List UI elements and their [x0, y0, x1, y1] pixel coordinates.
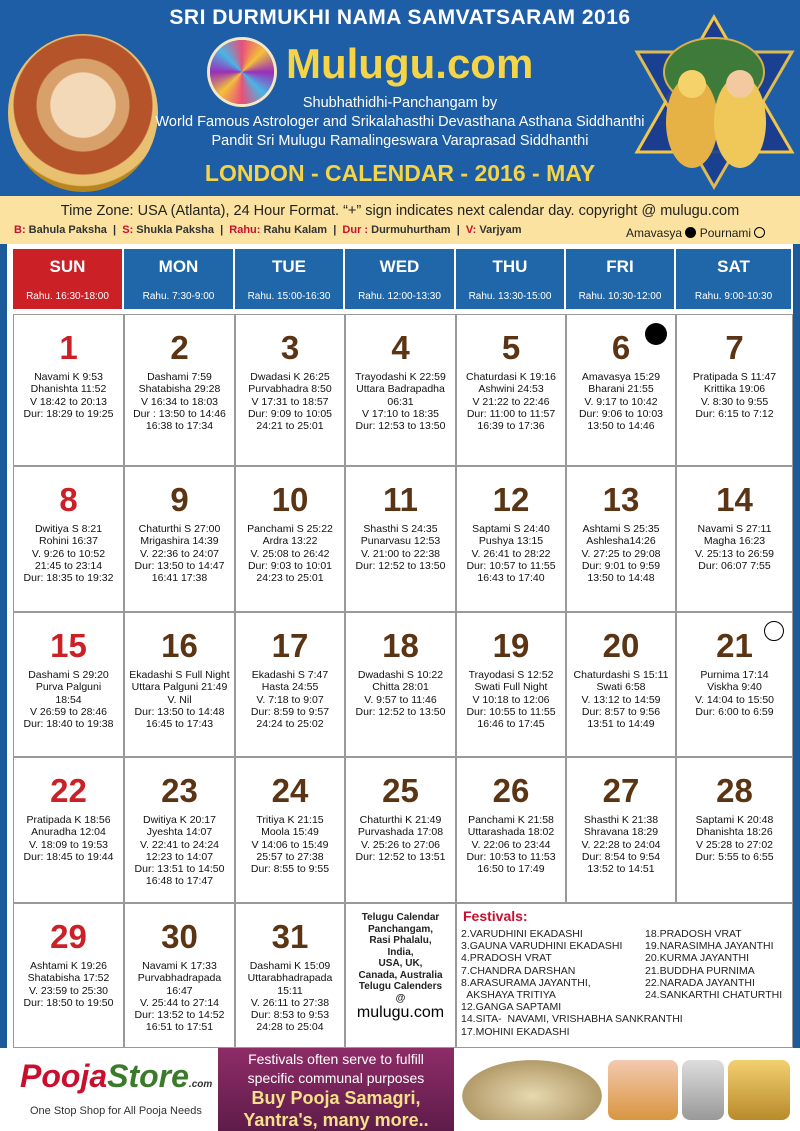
day-cell[interactable] — [235, 757, 345, 903]
ad-line-1: Festivals often serve to fulfill — [248, 1051, 424, 1067]
day-cell[interactable] — [345, 757, 456, 903]
date-number: 26 — [492, 772, 530, 809]
lakshmi-frame-image[interactable] — [608, 1060, 678, 1120]
rahu-kalam: Rahu. 7:30-9:00 — [142, 291, 215, 302]
date-number: 16 — [161, 627, 198, 664]
legend: B: Bahula Paksha | S: Shukla Paksha | Rahu: Rahu Kalam | Dur : Durmuhurtham | V: Varjyam — [14, 224, 522, 236]
festival-list-2 — [645, 928, 782, 1001]
date-number: 9 — [170, 481, 189, 518]
festival-item: 3.GAUNA VARUDHINI EKADASHI — [461, 940, 623, 953]
panchang-details: Chaturdashi S 15:11 Swati 6:58 V. 13:12 to 14:59 Dur: 8:57 to 9:56 13:51 to 14:49 — [573, 669, 669, 731]
meru-image[interactable] — [728, 1060, 790, 1120]
day-cell[interactable] — [566, 612, 676, 757]
rahu-kalam: Rahu. 9:00-10:30 — [694, 291, 773, 302]
legend-key: B: — [14, 224, 26, 236]
pournami-label: Pournami — [699, 226, 752, 240]
day-cell[interactable] — [676, 314, 793, 466]
rahu-kalam: Rahu. 13:30-15:00 — [468, 291, 552, 302]
legend-key: Rahu: — [229, 224, 261, 236]
panchang-details: Chaturthi S 27:00 Mrigashira 14:39 V. 22:36 to 24:07 Dur: 13:50 to 14:47 16:41 17:38 — [134, 523, 225, 585]
panchang-details: Shasthi K 21:38 Shravana 18:29 V. 22:28 to 24:04 Dur: 8:54 to 9:54 13:52 to 14:51 — [581, 814, 661, 876]
rahu-kalam: Rahu. 16:30-18:00 — [26, 291, 109, 302]
festival-item: 24.SANKARTHI CHATURTHI — [645, 989, 783, 1002]
panchang-details: Navami K 9:53 Dhanishta 11:52 V 18:42 to 20:13 Dur: 18:29 to 19:25 — [23, 371, 114, 420]
day-cell[interactable] — [13, 903, 124, 1048]
date-number: 29 — [50, 918, 87, 955]
day-name: THU — [492, 257, 528, 276]
legend-key: Dur : — [342, 224, 369, 236]
timezone-note: Time Zone: USA (Atlanta), 24 Hour Format. “+” sign indicates next calendar day. copyright @ mulugu.com — [60, 203, 740, 219]
day-name: SUN — [49, 257, 86, 276]
day-cell[interactable] — [235, 314, 345, 466]
day-cell[interactable] — [235, 466, 345, 612]
day-cell[interactable] — [13, 612, 124, 757]
pooja-ad-banner[interactable] — [218, 1048, 454, 1131]
date-number: 18 — [382, 627, 419, 664]
date-number: 1 — [59, 329, 78, 366]
festival-item: 2.VARUDHINI EKADASHI — [461, 928, 583, 940]
festival-item: 20.KURMA JAYANTHI — [645, 952, 750, 965]
day-cell[interactable] — [566, 466, 676, 612]
day-cell[interactable] — [676, 757, 793, 903]
panchang-details: Dashami S 29:20 Purva Palguni 18:54 V 26:59 to 28:46 Dur: 18:40 to 19:38 — [23, 669, 114, 731]
festivals-box — [456, 903, 793, 1048]
legend-value: Shukla Paksha — [133, 224, 214, 236]
date-number: 19 — [492, 627, 530, 664]
day-cell[interactable] — [345, 466, 456, 612]
day-header-mon — [124, 249, 233, 309]
panchang-details: Chaturdasi K 19:16 Ashwini 24:53 V 21:22 to 22:46 Dur: 11:00 to 11:57 16:39 to 17:36 — [466, 371, 556, 433]
day-cell[interactable] — [235, 612, 345, 757]
day-cell[interactable] — [566, 757, 676, 903]
day-cell[interactable] — [345, 612, 456, 757]
date-number: 8 — [59, 481, 78, 518]
logo-part-b: Store — [107, 1058, 189, 1094]
date-number: 15 — [50, 627, 87, 664]
panchang-details: Saptami K 20:48 Dhanishta 18:26 V 25:28 to 27:02 Dur: 5:55 to 6:55 — [695, 814, 774, 863]
ad-line-3: Buy Pooja Samagri, — [251, 1088, 421, 1108]
date-number: 5 — [501, 329, 521, 366]
poojastore-tagline: One Stop Shop for All Pooja Needs — [30, 1105, 202, 1117]
ad-line-4: Yantra's, many more.. — [243, 1110, 429, 1130]
date-number: 13 — [602, 481, 640, 518]
festival-item: 8.ARASURAMA JAYANTHI, — [461, 976, 591, 989]
date-number: 6 — [611, 329, 631, 366]
festival-item: 12.GANGA SAPTAMI — [461, 1001, 562, 1014]
day-cell[interactable] — [124, 903, 235, 1048]
day-cell[interactable] — [345, 314, 456, 466]
day-cell[interactable] — [456, 757, 566, 903]
promo-site-link[interactable]: mulugu.com — [356, 1004, 445, 1021]
logo-part-a: Pooja — [20, 1058, 108, 1094]
panchang-details: Navami S 27:11 Magha 16:23 V. 25:13 to 26:59 Dur: 06:07 7:55 — [694, 523, 775, 572]
panchang-details: Purnima 17:14 Viskha 9:40 V. 14:04 to 15:50 Dur: 6:00 to 6:59 — [694, 669, 775, 718]
date-number: 11 — [383, 481, 418, 518]
panchang-details: Trayodasi S 12:52 Swati Full Night V 10:18 to 12:06 Dur: 10:55 to 11:55 16:46 to 17:45 — [466, 669, 556, 731]
festival-item: 14.SITA- NAVAMI, VRISHABHA SANKRANTHI — [461, 1013, 683, 1026]
day-header-sat — [676, 249, 791, 309]
date-number: 21 — [716, 627, 753, 664]
day-cell[interactable] — [124, 612, 235, 757]
legend-value: Durmuhurtham — [368, 224, 451, 236]
date-number: 22 — [50, 772, 87, 809]
date-number: 2 — [170, 329, 189, 366]
promo-text: Telugu Calendar Panchangam, Rasi Phalalu, India, USA, UK, Canada, Australia Telugu Calenders @ — [358, 912, 443, 1004]
moon-legend — [626, 226, 765, 240]
panchang-details: Pratipada S 11:47 Krittika 19:06 V. 8:30 to 9:55 Dur: 6:15 to 7:12 — [692, 371, 777, 420]
date-number: 3 — [280, 329, 300, 366]
full-moon-icon — [754, 227, 765, 238]
legend-value: Rahu Kalam — [260, 224, 328, 236]
panchang-details: Ashtami K 19:26 Shatabisha 17:52 V. 23:59 to 25:30 Dur: 18:50 to 19:50 — [23, 960, 114, 1009]
date-number: 30 — [161, 918, 198, 955]
panchang-details: Shasthi S 24:35 Punarvasu 12:53 V. 21:00 to 22:38 Dur: 12:52 to 13:50 — [355, 523, 446, 572]
festival-item: 21.BUDDHA PURNIMA — [645, 964, 755, 977]
promo-cell[interactable] — [345, 903, 456, 1048]
festival-item: AKSHAYA TRITIYA — [461, 989, 556, 1002]
day-cell[interactable] — [566, 314, 676, 466]
new-moon-icon — [645, 323, 667, 345]
subtitle-line-2: World Famous Astrologer and Srikalahasthi Devasthana Asthana Siddhanthi — [155, 114, 645, 130]
astrologer-portrait — [8, 34, 158, 192]
date-number: 14 — [716, 481, 753, 518]
day-cell[interactable] — [456, 612, 566, 757]
day-cell[interactable] — [676, 466, 793, 612]
panchang-details: Tritiya K 21:15 Moola 15:49 V 14:06 to 15:49 25:57 to 27:38 Dur: 8:55 to 9:55 — [250, 814, 330, 876]
festival-item: 19.NARASIMHA JAYANTHI — [645, 940, 774, 953]
pooja-thali-image[interactable] — [462, 1060, 602, 1120]
logo-suffix: .com — [188, 1079, 213, 1090]
day-name: MON — [158, 257, 199, 276]
ad-line-2: specific communal purposes — [247, 1070, 425, 1086]
day-cell[interactable] — [124, 466, 235, 612]
panchang-details: Panchami K 21:58 Uttarashada 18:02 V. 22:06 to 23:44 Dur: 10:53 to 11:53 16:50 to 17:49 — [466, 814, 556, 876]
panchang-details: Dwadasi K 26:25 Purvabhadra 8:50 V 17:31 to 18:57 Dur: 9:09 to 10:05 24:21 to 25:01 — [247, 371, 333, 433]
day-header-wed — [345, 249, 454, 309]
day-cell[interactable] — [13, 757, 124, 903]
legend-key: V: — [465, 224, 477, 236]
day-header-fri — [566, 249, 674, 309]
date-number: 24 — [271, 772, 309, 809]
amavasya-label: Amavasya — [626, 226, 683, 240]
samvatsaram-title: SRI DURMUKHI NAMA SAMVATSARAM 2016 — [169, 6, 631, 29]
date-number: 7 — [725, 329, 744, 366]
panchang-details: Navami K 17:33 Purvabhadrapada 16:47 V. 25:44 to 27:14 Dur: 13:52 to 14:52 16:51 to 17:51 — [134, 960, 225, 1034]
legend-key: S: — [122, 224, 134, 236]
festivals-title: Festivals: — [463, 908, 528, 924]
panchang-details: Saptami S 24:40 Pushya 13:15 V. 26:41 to 28:22 Dur: 10:57 to 11:55 16:43 to 17:40 — [466, 523, 556, 585]
day-cell[interactable] — [456, 466, 566, 612]
panchang-details: Dwitiya S 8:21 Rohini 16:37 V. 9:26 to 10:52 21:45 to 23:14 Dur: 18:35 to 19:32 — [23, 523, 114, 585]
full-moon-icon — [764, 621, 784, 641]
panchang-details: Dwadashi S 10:22 Chitta 28:01 V. 9:57 to 11:46 Dur: 12:52 to 13:50 — [355, 669, 446, 718]
date-number: 23 — [161, 772, 198, 809]
date-number: 4 — [391, 329, 410, 366]
day-name: SAT — [717, 257, 750, 276]
legend-value: Bahula Paksha — [25, 224, 107, 236]
day-cell[interactable] — [456, 314, 566, 466]
day-header-sun — [13, 249, 122, 309]
day-name: WED — [379, 257, 420, 276]
panchang-details: Trayodashi K 22:59 Uttara Badrapadha 06:31 V 17:10 to 18:35 Dur: 12:53 to 13:50 — [355, 371, 446, 433]
day-cell[interactable] — [13, 314, 124, 466]
panchang-details: Dwitiya K 20:17 Jyeshta 14:07 V. 22:41 to 24:24 12:23 to 14:07 Dur: 13:51 to 14:50 16:48 to 17:47 — [134, 814, 225, 888]
calendar-title: LONDON - CALENDAR - 2016 - MAY — [204, 160, 596, 186]
festival-item: 4.PRADOSH VRAT — [461, 952, 552, 965]
panchang-details: Ekadashi S Full Night Uttara Palguni 21:49 V. Nil Dur: 13:50 to 14:48 16:45 to 17:43 — [129, 669, 230, 731]
date-number: 20 — [602, 627, 640, 664]
site-name[interactable]: Mulugu.com — [286, 40, 534, 87]
festival-item: 22.NARADA JAYANTHI — [645, 976, 755, 989]
date-number: 10 — [271, 481, 309, 518]
day-name: FRI — [606, 257, 634, 276]
panchang-details: Amavasya 15:29 Bharani 21:55 V. 9:17 to 10:42 Dur: 9:06 to 10:03 13:50 to 14:46 — [578, 371, 664, 433]
date-number: 27 — [602, 772, 640, 809]
rahu-kalam: Rahu. 10:30-12:00 — [578, 291, 662, 302]
festival-item: 17.MOHINI EKADASHI — [461, 1025, 570, 1038]
poojastore-logo[interactable] — [20, 1058, 212, 1095]
date-number: 12 — [492, 481, 530, 518]
date-number: 25 — [382, 772, 419, 809]
day-cell[interactable] — [235, 903, 345, 1048]
rahu-kalam: Rahu. 15:00-16:30 — [247, 291, 331, 302]
yantra-image[interactable] — [682, 1060, 724, 1120]
panchang-details: Chaturthi K 21:49 Purvashada 17:08 V. 25:26 to 27:06 Dur: 12:52 to 13:51 — [355, 814, 446, 863]
panchang-details: Panchami S 25:22 Ardra 13:22 V. 25:08 to 26:42 Dur: 9:03 to 10:01 24:23 to 25:01 — [247, 523, 333, 585]
day-name: TUE — [272, 257, 306, 276]
festival-item: 7.CHANDRA DARSHAN — [461, 964, 576, 977]
day-cell[interactable] — [13, 466, 124, 612]
subtitle-line-3: Pandit Sri Mulugu Ramalingeswara Varaprasad Siddhanthi — [211, 133, 589, 149]
day-cell[interactable] — [124, 757, 235, 903]
panchang-details: Ashtami S 25:35 Ashlesha14:26 V. 27:25 to 29:08 Dur: 9:01 to 9:59 13:50 to 14:48 — [581, 523, 661, 585]
day-cell[interactable] — [676, 612, 793, 757]
day-cell[interactable] — [124, 314, 235, 466]
day-header-thu — [456, 249, 564, 309]
panchang-details: Ekadashi S 7:47 Hasta 24:55 V. 7:18 to 9:07 Dur: 8:59 to 9:57 24:24 to 25:02 — [250, 669, 330, 731]
new-moon-icon — [685, 227, 696, 238]
date-number: 28 — [716, 772, 753, 809]
rahu-kalam: Rahu. 12:00-13:30 — [358, 291, 441, 302]
date-number: 17 — [271, 627, 309, 664]
date-number: 31 — [271, 918, 309, 955]
festival-item: 18.PRADOSH VRAT — [645, 928, 742, 940]
subtitle-line-1: Shubhathidhi-Panchangam by — [302, 95, 498, 111]
legend-value: Varjyam — [476, 224, 522, 236]
panchang-details: Pratipada K 18:56 Anuradha 12:04 V. 18:09 to 19:53 Dur: 18:45 to 19:44 — [23, 814, 114, 863]
day-header-tue — [235, 249, 343, 309]
panchang-details: Dashami 7:59 Shatabisha 29:28 V 16:34 to 18:03 Dur : 13:50 to 14:46 16:38 to 17:34 — [133, 371, 226, 433]
panchang-details: Dashami K 15:09 Uttarabhadrapada 15:11 V. 26:11 to 27:38 Dur: 8:53 to 9:53 24:28 to 25:04 — [247, 960, 333, 1034]
